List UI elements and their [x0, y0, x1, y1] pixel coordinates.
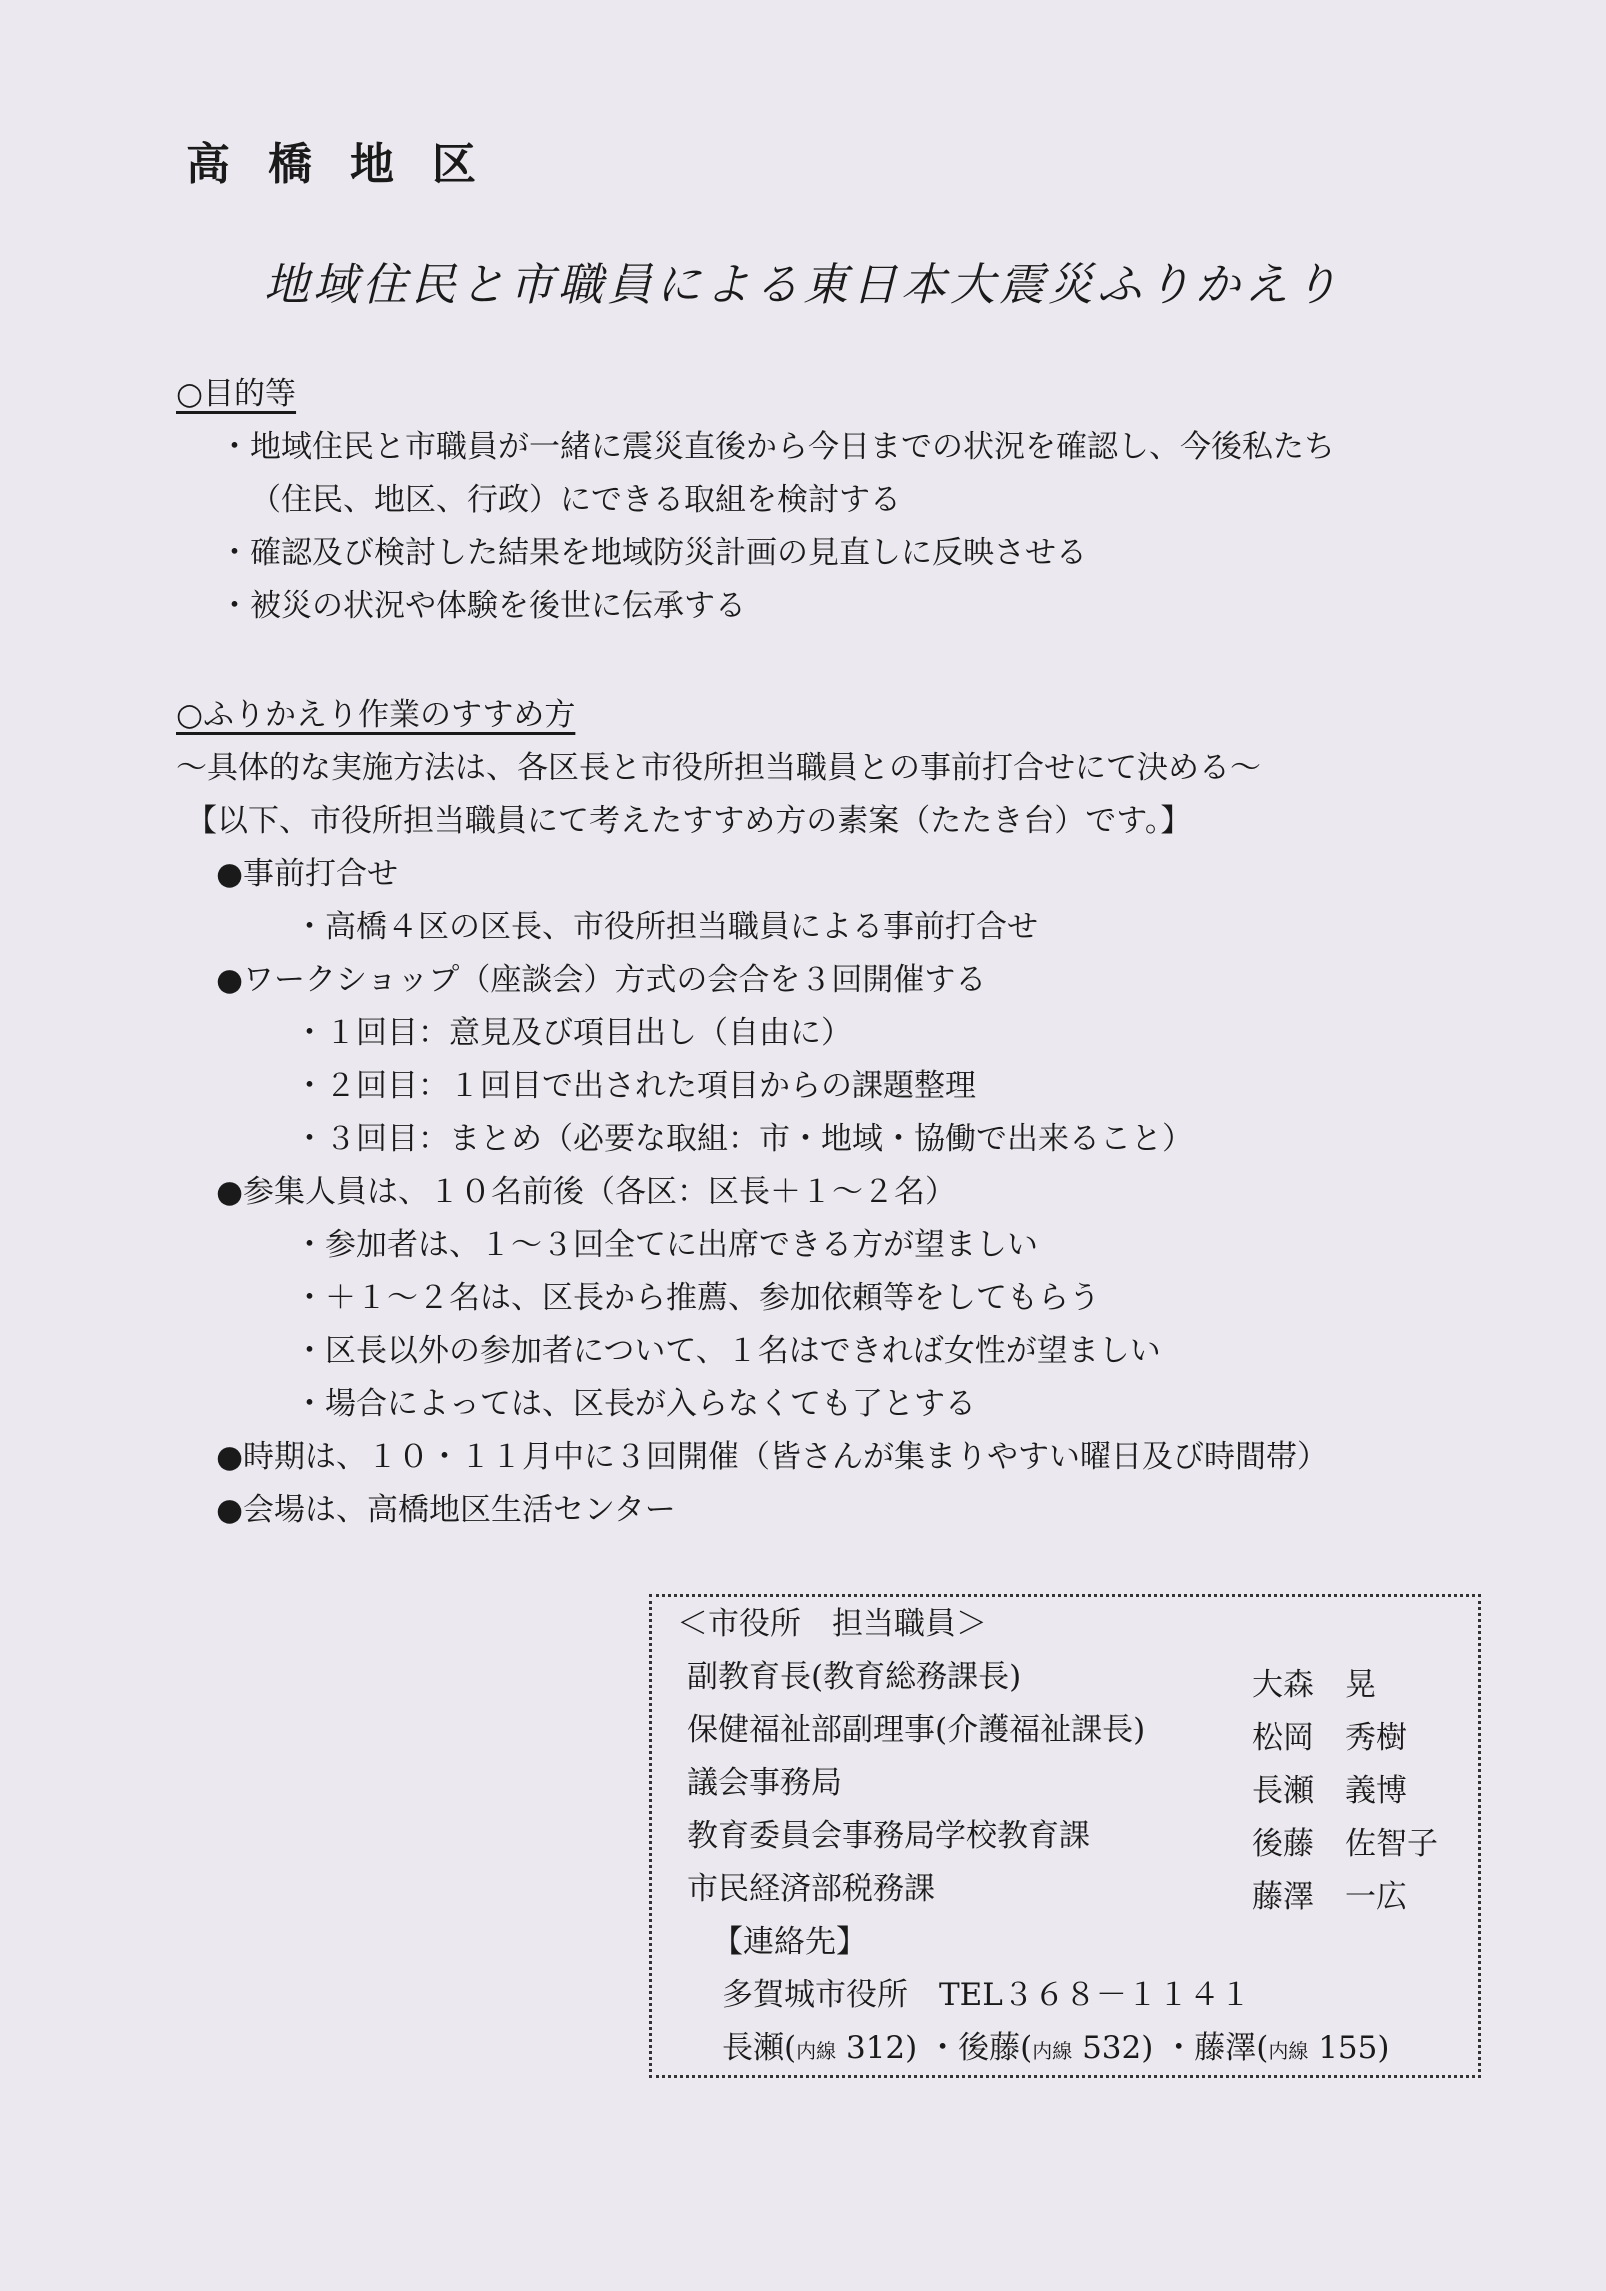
ext-person: ・後藤	[927, 2030, 1021, 2066]
method-bullet: ●ワークショップ（座談会）方式の会合を３回開催する	[216, 962, 987, 998]
ext-label: 内線	[796, 2039, 837, 2063]
ext-label: 内線	[1268, 2039, 1309, 2063]
method-subitem: ・２回目：１回目で出された項目からの課題整理	[294, 1068, 976, 1104]
ext-person: 長瀬	[722, 2030, 784, 2066]
contact-box	[649, 1594, 1481, 2078]
method-bullet: ●時期は、１０・１１月中に３回開催（皆さんが集まりやすい曜日及び時間帯）	[216, 1439, 1329, 1475]
method-subitem: ・場合によっては、区長が入らなくても了とする	[294, 1386, 976, 1422]
staff-name: 藤澤 一広	[1252, 1879, 1407, 1915]
purpose-item: （住民、地区、行政）にできる取組を検討する	[250, 482, 901, 518]
ext-number: 155	[1318, 2030, 1378, 2066]
method-bullet: ●事前打合せ	[216, 856, 399, 892]
method-bullet: ●参集人員は、１０名前後（各区：区長＋１～２名）	[216, 1174, 957, 1210]
staff-role: 教育委員会事務局学校教育課	[687, 1818, 1090, 1854]
method-subitem: ・高橋４区の区長、市役所担当職員による事前打合せ	[294, 909, 1038, 945]
staff-name: 松岡 秀樹	[1252, 1720, 1407, 1756]
document-title: 地域住民と市職員による東日本大震災ふりかえり	[263, 258, 1342, 311]
method-subitem: ・区長以外の参加者について、１名はできれば女性が望ましい	[294, 1333, 1161, 1369]
purpose-item: ・確認及び検討した結果を地域防災計画の見直しに反映させる	[219, 535, 1087, 571]
contact-label: 【連絡先】	[712, 1924, 867, 1960]
staff-name: 後藤 佐智子	[1252, 1826, 1438, 1862]
purpose-item: ・地域住民と市職員が一緒に震災直後から今日までの状況を確認し、今後私たち	[219, 429, 1335, 465]
district-title: 高橋地区	[186, 139, 514, 190]
method-subitem: ・３回目：まとめ（必要な取組：市・地域・協働で出来ること）	[294, 1121, 1193, 1157]
staff-role: 副教育長(教育総務課長)	[687, 1659, 1022, 1695]
method-note: ～具体的な実施方法は、各区長と市役所担当職員との事前打合せにて決める～	[176, 750, 1261, 786]
ext-number: 532	[1082, 2030, 1142, 2066]
staff-name: 大森 晃	[1252, 1667, 1376, 1703]
method-note: 【以下、市役所担当職員にて考えたすすめ方の素案（たたき台）です。】	[186, 803, 1192, 839]
method-subitem: ・＋１～２名は、区長から推薦、参加依頼等をしてもらう	[294, 1280, 1100, 1316]
staff-name: 長瀬 義博	[1252, 1773, 1407, 1809]
staff-role: 議会事務局	[687, 1765, 842, 1801]
method-heading: ○ふりかえり作業のすすめ方	[176, 697, 576, 733]
purpose-heading: ○目的等	[176, 376, 297, 412]
ext-label: 内線	[1032, 2039, 1073, 2063]
method-subitem: ・１回目：意見及び項目出し（自由に）	[294, 1015, 852, 1051]
method-subitem: ・参加者は、１～３回全てに出席できる方が望ましい	[294, 1227, 1038, 1263]
purpose-item: ・被災の状況や体験を後世に伝承する	[219, 588, 746, 624]
contact-office: 多賀城市役所 TEL３６８－１１４１	[722, 1977, 1251, 2013]
contact-extensions: 長瀬(内線 312) ・後藤(内線 532) ・藤澤(内線 155)	[722, 2030, 1390, 2066]
contact-heading: ＜市役所 担当職員＞	[677, 1606, 987, 1642]
staff-role: 市民経済部税務課	[687, 1871, 935, 1907]
staff-role: 保健福祉部副理事(介護福祉課長)	[687, 1712, 1146, 1748]
ext-number: 312	[845, 2030, 906, 2066]
ext-person: ・藤澤	[1163, 2030, 1257, 2066]
method-bullet: ●会場は、高橋地区生活センター	[216, 1492, 676, 1528]
